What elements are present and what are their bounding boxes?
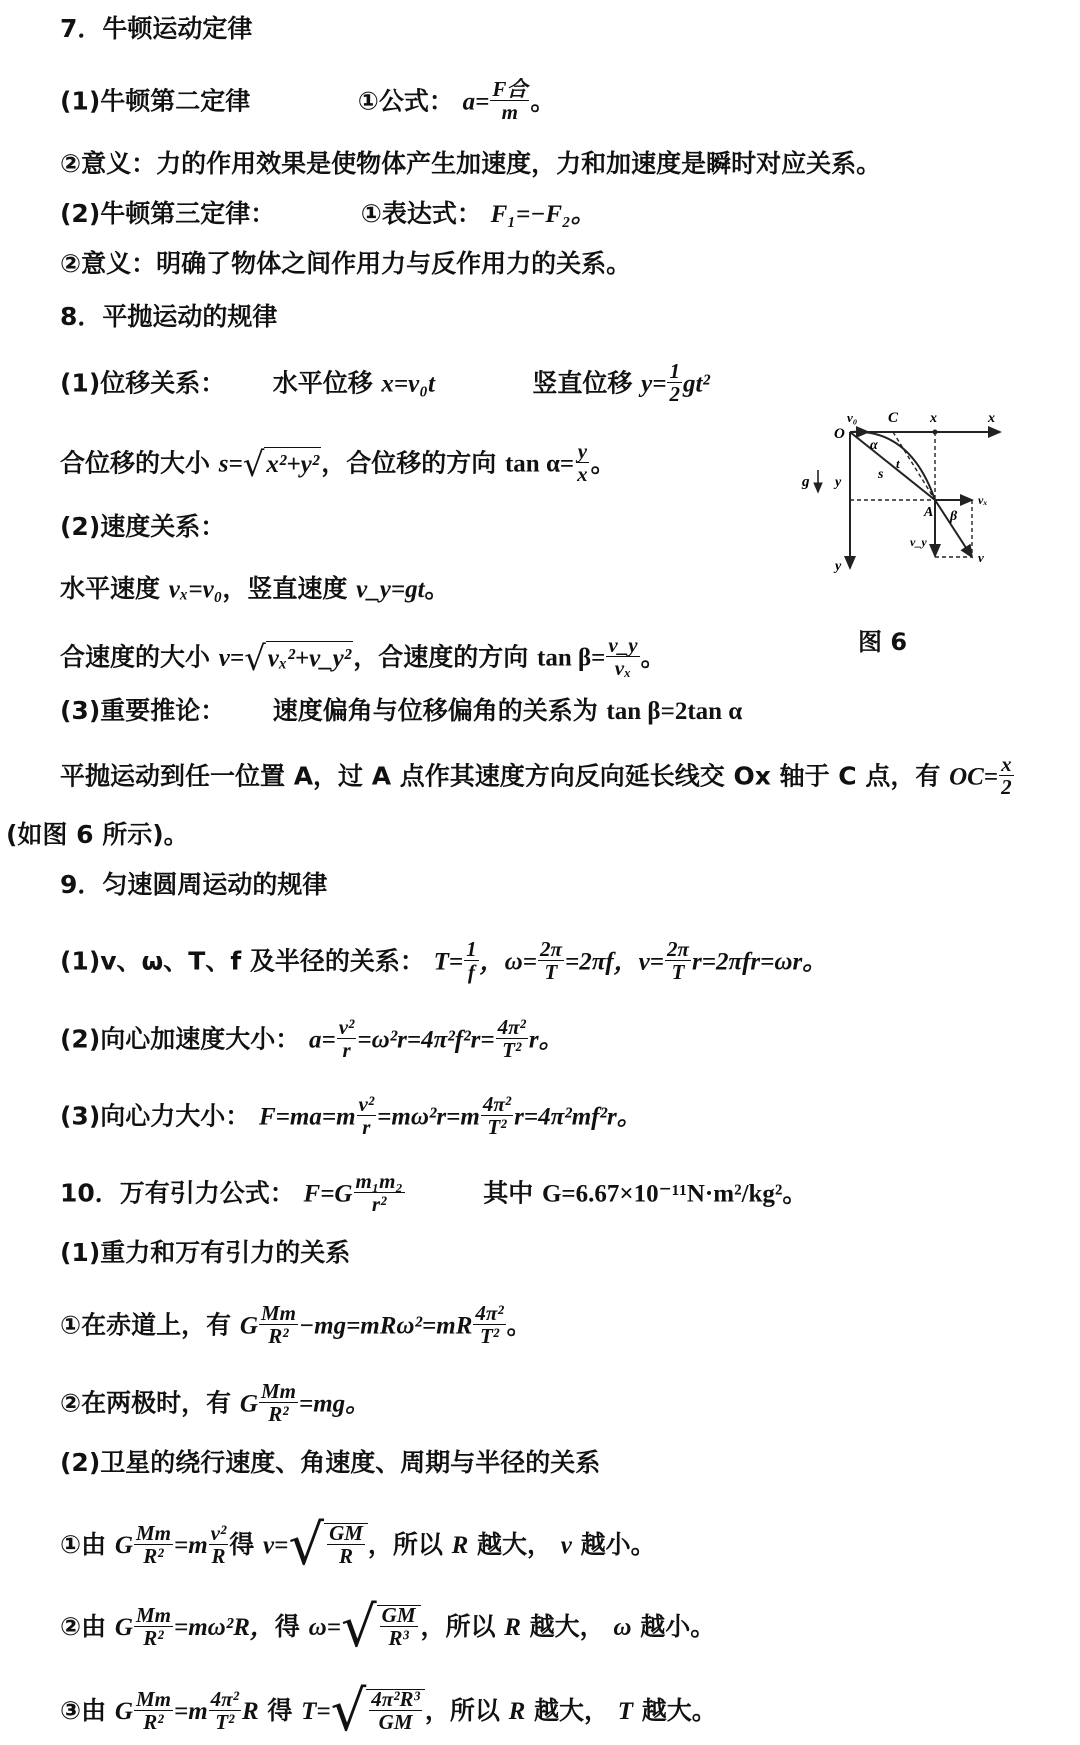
svg-text:x: x [930,411,937,426]
sqrt-x2-y2: √ x²+y² [242,444,320,485]
fraction-4pi2-over-T2: $\frac{\text{4π²}}{\text{T²}}$ [210,1686,239,1734]
formula-lhs: a= [462,88,490,116]
gravitational-constant: G=6.67×10⁻¹¹N·m²/kg²。 [541,1180,808,1208]
circular-relations-line: (1)v、ω、T、f 及半径的关系： T= $\frac{1}{f}$ ，ω= $\frac{2\pi}{T}$ =2πf，v= $\frac{2\pi}{T}$ r=2πfr=ωr。 [60,937,828,984]
projectile-extension-line: 平抛运动到任一位置 A，过 A 点作其速度方向反向延长线交 Ox 轴于 C 点，有 OC= $\frac{x}{2}$ [60,752,1012,799]
sqrt-vx2-vy2: √ vₓ²+v_y² [244,638,352,679]
sqrt-4pi2R3-over-GM: √ $\frac{\text{4π²R³}}{GM}$ [331,1684,425,1740]
svg-text:x: x [988,411,995,426]
figure-reference: (如图 6 所示)。 [6,820,189,849]
fraction-Mm-over-R2: $\frac{Mm}{\text{R²}}$ [260,1379,296,1426]
section-9-heading: 9．匀速圆周运动的规律 [60,870,328,899]
figure-caption: 图 6 [858,628,908,656]
important-inference-line: (3)重要推论： 速度偏角与位移偏角的关系为 tan β=2tan α [60,696,743,725]
fraction-Mm-over-R2: $\frac{Mm}{\text{R²}}$ [260,1301,296,1348]
velocity-components-line: 水平速度 vₓ=v₀，竖直速度 v_y=gt。 [60,574,450,603]
newton-second-law-line: (1)牛顿第二定律 ①公式： a= $\frac{\text{F合}}{m}$ 。 [60,77,556,124]
fraction-v2-over-r: $\frac{\text{v²}}{r}$ [338,1015,355,1062]
fraction-2pi-over-T: $\frac{2\pi}{T}$ [539,937,562,984]
fraction-v2-over-r: $\frac{\text{v²}}{r}$ [358,1092,375,1139]
section-10-heading: 10．万有引力公式： F=G $\frac{\text{m₁m₂}}{\text{r²}}$ 其中 G=6.67×10⁻¹¹N·m²/kg²。 [60,1169,808,1216]
resultant-velocity-line: 合速度的大小 v= √ vₓ²+v_y² ，合速度的方向 tan β= $\frac{v\_y}{\text{vₓ}}$ 。 [60,633,666,680]
fraction-1-over-f: $\frac{1}{f}$ [466,937,477,984]
resultant-displacement-line: 合位移的大小 s= √ x²+y² ，合位移的方向 tan α= $\frac{y}{x}$ 。 [60,439,616,486]
fraction-Mm-over-R2: $\frac{Mm}{\text{R²}}$ [135,1686,171,1734]
fraction-vy-over-vx: $\frac{v\_y}{\text{vₓ}}$ [608,633,638,680]
svg-text:α: α [870,438,878,453]
satellite-period-line: ③由 G $\frac{Mm}{\text{R²}}$ =m $\frac{\text{4π²}}{\text{T²}}$ R 得 T= √ $\frac{\text{4π²R³}}{GM}$ ，所以 R 越大， T 越大。 [60,1679,717,1744]
sqrt-GM-over-R: √ $\frac{GM}{R}$ [288,1518,368,1574]
fraction-4pi2-over-T2: $\frac{\text{4π²}}{\text{T²}}$ [497,1015,526,1062]
poles-line: ②在两极时，有 G $\frac{Mm}{\text{R²}}$ =mg。 [60,1379,371,1426]
newton-third-law-label: (2)牛顿第三定律： [60,199,276,228]
gravity-relation-heading: (1)重力和万有引力的关系 [60,1238,351,1267]
fraction-4pi2-over-T2: $\frac{\text{4π²}}{\text{T²}}$ [482,1092,512,1139]
projectile-motion-diagram [790,370,1030,585]
newton-second-law-meaning: ②意义：力的作用效果是使物体产生加速度，力和加速度是瞬时对应关系。 [60,149,882,178]
formula-label: ①公式： [357,86,454,116]
svg-text:β: β [950,509,958,524]
section-8-heading: 8．平抛运动的规律 [60,302,278,331]
fraction-Mm-over-R2: $\frac{Mm}{\text{R²}}$ [135,1520,171,1568]
fraction-4pi2-over-T2: $\frac{\text{4π²}}{\text{T²}}$ [475,1301,504,1348]
svg-text:v: v [978,550,984,565]
satellite-angular-velocity-line: ②由 G $\frac{Mm}{\text{R²}}$ =mω²R，得 ω= √ $\frac{GM}{\text{R³}}$ ，所以 R 越大， ω 越小。 [60,1595,716,1660]
section-7-heading: 7．牛顿运动定律 [60,14,253,43]
third-law-formula: F₁=−F₂。 [490,201,596,228]
svg-text:t: t [896,456,900,471]
centripetal-force-line: (3)向心力大小： F=ma=m $\frac{\text{v²}}{r}$ =mω²r=m $\frac{\text{4π²}}{\text{T²}}$ r=4π²mf²r。 [60,1092,642,1139]
fraction-Mm-over-R2: $\frac{Mm}{\text{R²}}$ [135,1602,171,1650]
svg-text:y: y [835,475,842,490]
expression-label: ①表达式： [360,199,482,228]
svg-text:g: g [802,474,810,490]
svg-text:C: C [888,410,899,426]
newton-third-law-meaning: ②意义：明确了物体之间作用力与反作用力的关系。 [60,249,632,278]
fraction-one-half: $\frac{1}{2}$ [669,359,680,406]
fraction-2pi-over-T-2: $\frac{2\pi}{T}$ [667,937,689,984]
svg-text:A: A [924,505,934,520]
svg-text:s: s [878,467,884,482]
svg-text:v₀: v₀ [847,410,858,425]
svg-text:O: O [834,426,845,442]
sqrt-GM-over-R3: √ $\frac{GM}{\text{R³}}$ [341,1600,421,1656]
svg-text:vₓ: vₓ [978,493,988,507]
horizontal-displacement-formula: x=v₀t [381,370,435,398]
equator-line: ①在赤道上，有 G $\frac{Mm}{\text{R²}}$ −mg=mRω²=mR $\frac{\text{4π²}}{\text{T²}}$ 。 [60,1301,532,1348]
displacement-relation-line: (1)位移关系： 水平位移 x=v₀t 竖直位移 y= $\frac{1}{2}$ gt² [60,359,710,406]
fraction-x-over-2: $\frac{x}{2}$ [1001,752,1012,799]
fraction-m1m2-over-r2: $\frac{\text{m₁m₂}}{\text{r²}}$ [355,1169,403,1216]
svg-text:y: y [835,559,842,574]
tan-relation-formula: tan β=2tan α [606,698,743,725]
fraction-y-over-x: $\frac{y}{x}$ [577,439,588,486]
satellite-velocity-line: ①由 G $\frac{Mm}{\text{R²}}$ =m $\frac{\text{v²}}{R}$ 得 v= √ $\frac{GM}{R}$ ，所以 R 越大， v 越小。 [60,1513,656,1578]
fraction-f-over-m: $\frac{\text{F合}}{m}$ [492,77,528,124]
newton-third-law-line [60,197,596,232]
svg-text:v_y: v_y [910,535,927,549]
centripetal-acceleration-line: (2)向心加速度大小： a= $\frac{\text{v²}}{r}$ =ω²r=4π²f²r= $\frac{\text{4π²}}{\text{T²}}$ r。 [60,1015,564,1062]
fraction-v2-over-R: $\frac{\text{v²}}{R}$ [210,1520,227,1568]
satellite-relation-heading: (2)卫星的绕行速度、角速度、周期与半径的关系 [60,1448,601,1477]
velocity-relation-heading: (2)速度关系： [60,512,226,541]
newton-second-law-label: (1)牛顿第二定律 [60,86,251,116]
